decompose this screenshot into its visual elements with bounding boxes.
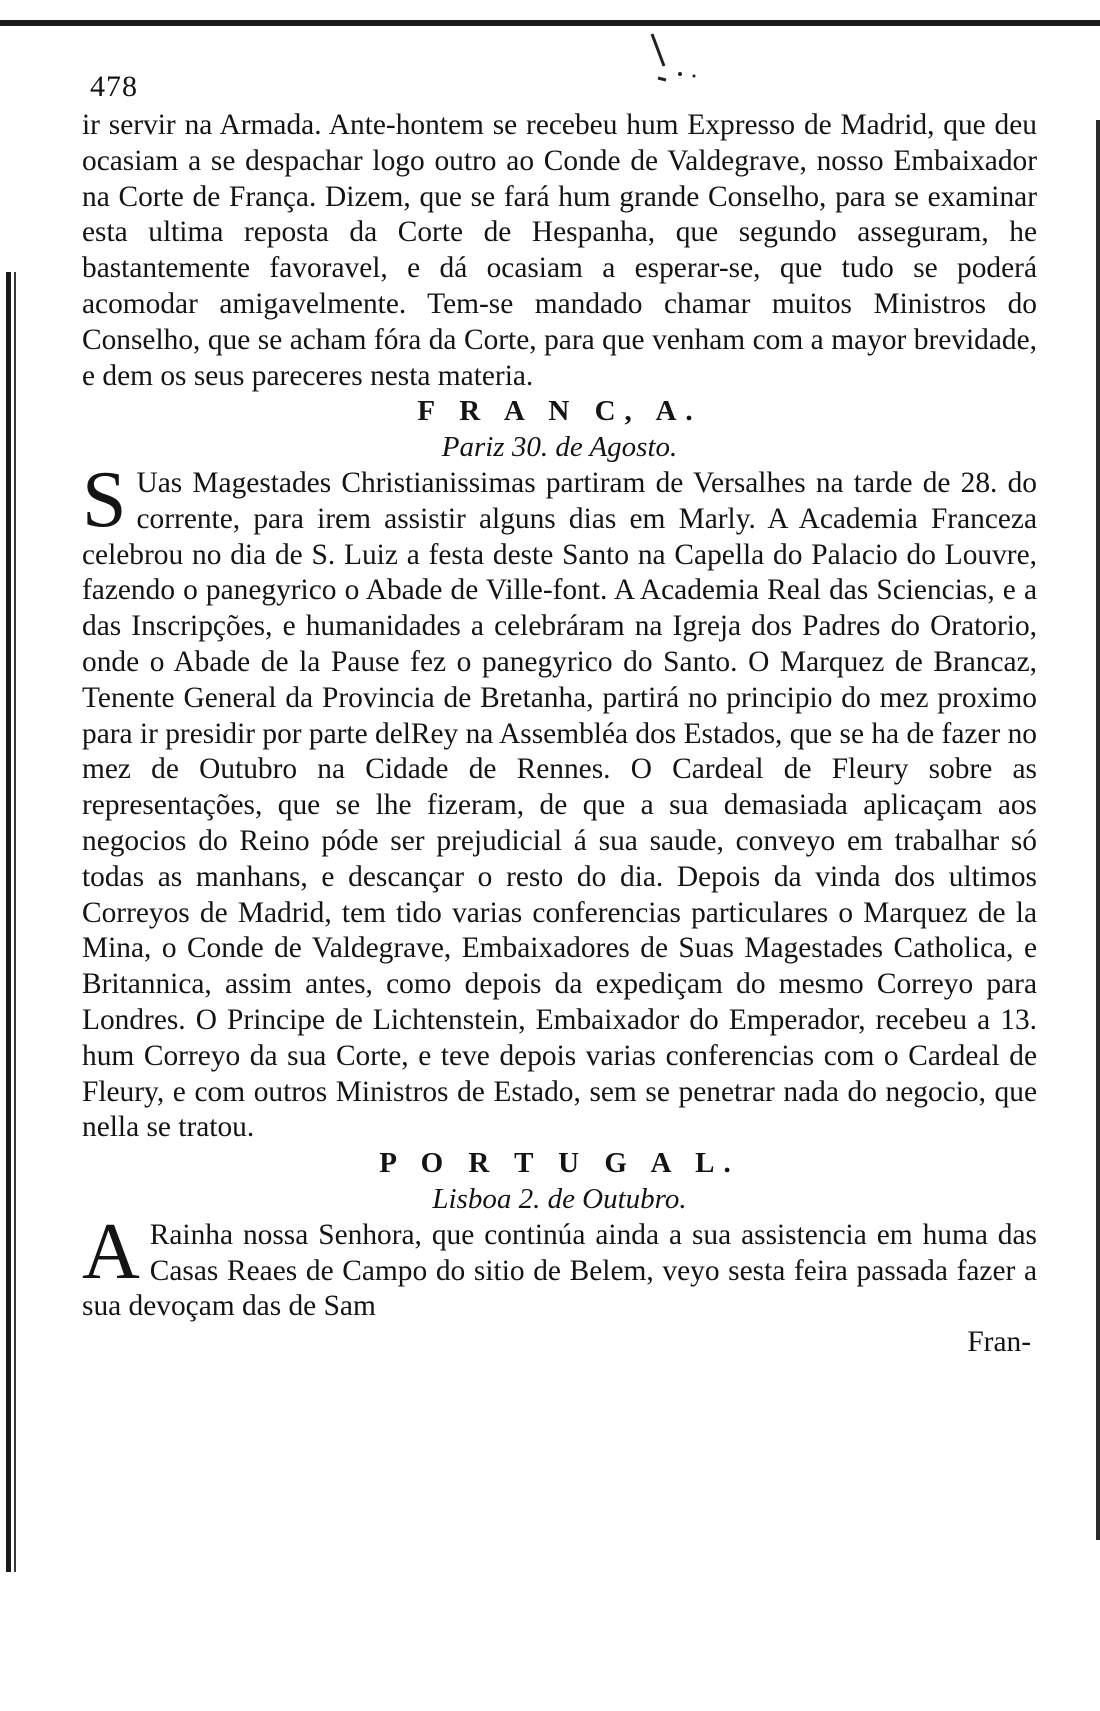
page-edge-top — [0, 20, 1100, 26]
dropcap-portugal: A — [82, 1207, 140, 1296]
page-body — [82, 108, 1037, 1361]
dropcap-france: S — [82, 455, 127, 544]
section-heading-france: F R A N C, A. — [417, 395, 702, 428]
portugal-paragraph: Rainha nossa Senhora, que continúa ainda a sua assistencia em huma das Casas Reaes de Campo do sitio de Belem, veyo sesta feira passada fazer a sua devoçam das de Sam — [82, 1218, 1037, 1323]
france-paragraph: Uas Magestades Christianissimas partiram de Versalhes na tarde de 28. do corrente, para irem assistir alguns dias em Marly. A Academia Franceza celebrou no dia de S. Luiz a festa deste Santo na Capella do Palacio do Louvre, fazendo o panegyrico o Abade de Ville-font. A Academia Real das Sciencias, e a das Inscripções, e humanidades a celebráram na Igreja dos Padres do Oratorio, onde o Abade de la Pause fez o panegyrico do Santo. O Marquez de Brancaz, Tenente General da Provincia de Bretanha, partirá no principio do mez proximo para ir presidir por parte delRey na Assembléa dos Estados, que se ha de fazer no mez de Outubro na Cidade de Rennes. O Cardeal de Fleury sobre as representações, que se lhe fizeram, de que a sua demasiada aplicaçam aos negocios do Reino póde ser prejudicial á sua saude, conveyo em trabalhar só todas as manhans, e descançar o resto do dia. Depois da vinda dos ultimos Correyos de Madrid, tem tido varias conferencias particulares o Marquez de la Mina, o Conde de Valdegrave, Embaixadores de Suas Magestades Catholica, e Britannica, assim antes, como depois da expediçam do mesmo Correyo para Londres. O Principe de Lichtenstein, Embaixador do Emperador, recebeu a 13. hum Correyo da sua Corte, e teve depois varias conferencias com o Cardeal de Fleury, e com outros Ministros de Estado, sem se penetrar nada do negocio, que nella se tratou. — [82, 466, 1037, 1144]
page-edge-left-inner — [14, 272, 16, 1572]
page-edge-left — [6, 272, 11, 1572]
page-number: 478 — [90, 70, 138, 103]
spain-continued-paragraph: ir servir na Armada. Ante-hontem se recebeu hum Expresso de Madrid, que deu ocasiam a se despachar logo outro ao Conde de Valdegrave, nosso Embaixador na Corte de França. Dizem, que se fará hum grande Conselho, para se examinar esta ultima reposta da Corte de Hespanha, que segundo asseguram, he bastantemente favoravel, e dá ocasiam a esperar-se, que tudo se poderá acomodar amigavelmente. Tem-se mandado chamar muitos Ministros do Conselho, que se acham fóra da Corte, para que venham com a mayor brevidade, e dem os seus pareceres nesta materia. — [82, 109, 1037, 392]
portugal-article — [82, 1207, 1037, 1325]
dateline-portugal: Lisboa 2. de Outubro. — [432, 1182, 687, 1215]
catchword: Fran- — [967, 1326, 1031, 1359]
page-edge-right — [1096, 120, 1100, 1540]
france-article — [82, 455, 1037, 1146]
dateline-france: Pariz 30. de Agosto. — [441, 431, 678, 464]
section-heading-portugal: P O R T U G A L. — [379, 1147, 740, 1180]
ink-mark-icon — [646, 30, 706, 90]
